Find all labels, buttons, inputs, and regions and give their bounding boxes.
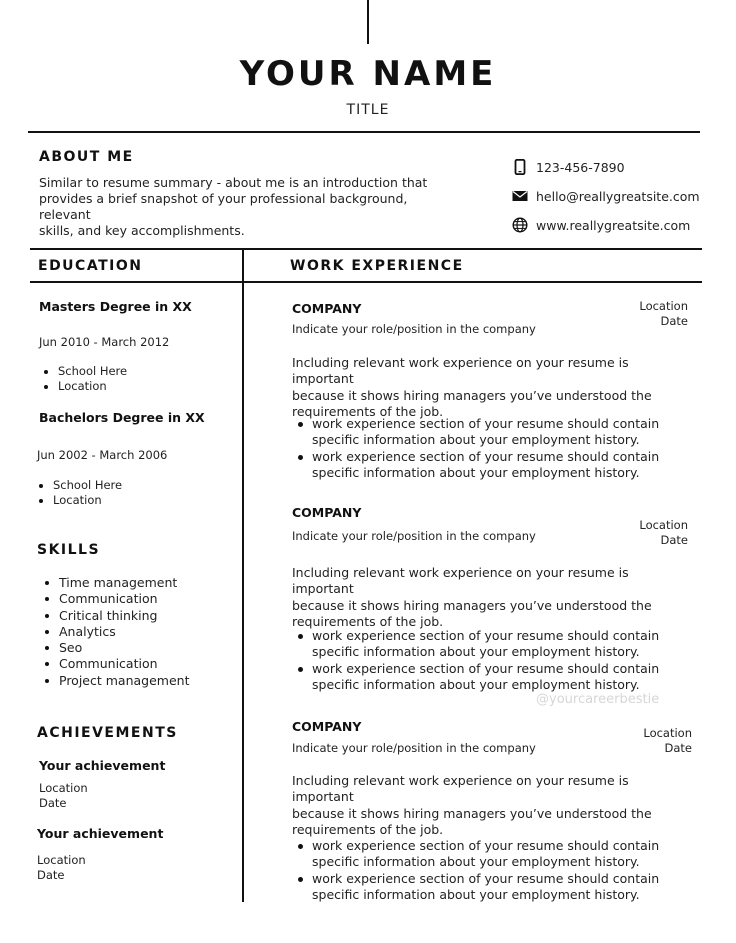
achievement-title: Your achievement (37, 826, 164, 841)
list-item (292, 871, 659, 904)
degree-title: Masters Degree in XX (39, 299, 192, 314)
achievement-date: Date (39, 796, 67, 810)
description-line: because it shows hiring managers you’ve understood the (292, 805, 652, 821)
bullet-line: work experience section of your resume should contain (312, 870, 660, 886)
work-location-date (639, 299, 688, 328)
about-line: skills, and key accomplishments. (39, 223, 245, 238)
work-location-date (643, 726, 692, 755)
work-location: Location (639, 518, 688, 532)
bullet-line: specific information about your employment history. (312, 854, 640, 870)
email-text: hello@reallygreatsite.com (536, 188, 700, 204)
section-divider-top (30, 248, 702, 250)
work-date: Date (660, 532, 688, 547)
bullet-line: specific information about your employment history. (312, 644, 640, 660)
watermark-text: @yourcareerbestie (536, 692, 660, 707)
top-divider-line (367, 0, 369, 44)
degree-title: Bachelors Degree in XX (39, 410, 205, 425)
description-line: requirements of the job. (292, 821, 444, 837)
role-text: Indicate your role/position in the company (292, 322, 536, 336)
contact-email[interactable] (512, 185, 700, 207)
role-text: Indicate your role/position in the company (292, 741, 536, 755)
list-item: Location (33, 493, 122, 508)
role-text: Indicate your role/position in the company (292, 529, 536, 543)
description-line: requirements of the job. (292, 403, 444, 419)
header-divider (28, 131, 700, 133)
column-divider (242, 248, 244, 902)
skill-item: Communication (39, 656, 189, 672)
list-item: Location (38, 379, 127, 394)
bullet-line: specific information about your employment history. (312, 676, 640, 692)
description-line: Including relevant work experience on your resume is important (292, 355, 629, 387)
skill-item: Seo (39, 640, 189, 656)
achievement-date: Date (37, 868, 65, 882)
work-location: Location (639, 299, 688, 313)
list-item: School Here (38, 364, 127, 379)
achievement-title: Your achievement (39, 758, 166, 773)
skill-item: Time management (39, 575, 189, 591)
contact-website[interactable] (512, 214, 690, 236)
work-description (292, 773, 682, 838)
skill-item: Communication (39, 591, 189, 607)
list-item: School Here (33, 478, 122, 493)
achievements-heading: ACHIEVEMENTS (37, 725, 178, 741)
skill-item: Analytics (39, 624, 189, 640)
work-location-date (639, 518, 688, 547)
work-description (292, 355, 682, 420)
skills-list (39, 575, 189, 689)
section-divider-bottom (30, 281, 702, 283)
bullet-line: work experience section of your resume should contain (312, 838, 660, 853)
phone-icon (512, 159, 528, 175)
about-line: Similar to resume summary - about me is an introduction that (39, 175, 428, 190)
work-description (292, 565, 682, 630)
work-bullets (292, 416, 659, 481)
company-name: COMPANY (292, 719, 362, 734)
globe-icon (512, 217, 528, 233)
resume-title: TITLE (346, 102, 390, 118)
education-details (33, 478, 122, 508)
company-name: COMPANY (292, 301, 362, 316)
bullet-line: specific information about your employment history. (312, 886, 640, 902)
bullet-line: specific information about your employment history. (312, 432, 640, 448)
description-line: Including relevant work experience on your resume is important (292, 773, 629, 805)
skill-item: Project management (39, 673, 189, 689)
bullet-line: specific information about your employment history. (312, 464, 640, 480)
list-item (292, 838, 659, 871)
work-heading: WORK EXPERIENCE (290, 258, 464, 274)
resume-name: YOUR NAME (239, 54, 497, 94)
bullet-line: work experience section of your resume should contain (312, 660, 660, 676)
company-name: COMPANY (292, 505, 362, 520)
about-heading: ABOUT ME (39, 149, 134, 165)
list-item (292, 661, 659, 694)
description-line: because it shows hiring managers you’ve understood the (292, 387, 652, 403)
description-line: Including relevant work experience on your resume is important (292, 565, 629, 597)
degree-dates: Jun 2010 - March 2012 (39, 335, 170, 349)
list-item (292, 449, 659, 482)
degree-dates: Jun 2002 - March 2006 (37, 448, 168, 462)
education-details (38, 364, 127, 394)
skills-heading: SKILLS (37, 542, 101, 558)
description-line: because it shows hiring managers you’ve understood the (292, 597, 652, 613)
work-bullets (292, 628, 659, 693)
description-line: requirements of the job. (292, 613, 444, 629)
list-item (292, 416, 659, 449)
email-icon (512, 188, 528, 204)
about-text (39, 175, 459, 239)
bullet-line: work experience section of your resume should contain (312, 448, 660, 464)
education-heading: EDUCATION (38, 258, 143, 274)
phone-text: 123-456-7890 (536, 159, 625, 175)
list-item (292, 628, 659, 661)
bullet-line: work experience section of your resume should contain (312, 416, 660, 431)
achievement-location: Location (37, 853, 86, 867)
about-line: provides a brief snapshot of your professional background, relevant (39, 191, 408, 222)
work-bullets (292, 838, 659, 903)
work-location: Location (643, 726, 692, 740)
contact-phone[interactable] (512, 156, 625, 178)
work-date: Date (660, 313, 688, 328)
achievement-location: Location (39, 781, 88, 795)
website-text: www.reallygreatsite.com (536, 217, 691, 233)
work-date: Date (664, 740, 692, 755)
skill-item: Critical thinking (39, 608, 189, 624)
bullet-line: work experience section of your resume should contain (312, 628, 660, 643)
